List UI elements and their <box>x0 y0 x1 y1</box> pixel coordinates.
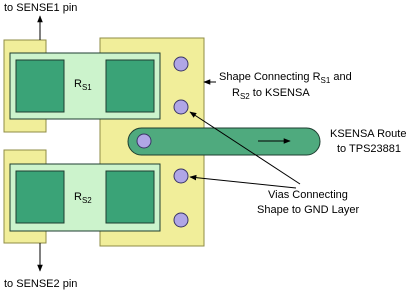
shape-caption-line2: $R_{S2}$ to KSENSA <box>232 87 310 101</box>
resistor-rs1 <box>10 53 160 119</box>
via-icon <box>174 169 188 183</box>
route-caption-line1: KSENSA Route <box>330 128 407 140</box>
shape-caption-line1: Shape Connecting $R_{S1}$ and <box>219 71 352 85</box>
resistor-rs1-pad-right <box>106 60 154 112</box>
via-icon <box>137 134 151 148</box>
resistor-rs2-pad-left <box>16 171 64 223</box>
ksensa-route <box>128 128 320 155</box>
sense1-label: to SENSE1 pin <box>4 2 78 14</box>
resistor-rs1-pad-left <box>16 60 64 112</box>
vias-caption-line2: Shape to GND Layer <box>257 204 360 216</box>
via-icon <box>174 213 188 227</box>
resistor-rs2-label: $R_{S2}$ <box>74 191 92 205</box>
resistor-rs2-pad-right <box>106 171 154 223</box>
sense2-label: to SENSE2 pin <box>4 278 78 290</box>
via-icon <box>174 100 188 114</box>
via-arrow-lower-icon <box>190 177 296 188</box>
via-icon <box>174 57 188 71</box>
route-caption-line2: to TPS23881 <box>337 143 402 155</box>
resistor-rs2 <box>10 164 160 231</box>
vias-caption-line1: Vias Connecting <box>268 189 348 201</box>
resistor-rs1-label: $R_{S1}$ <box>74 78 92 92</box>
